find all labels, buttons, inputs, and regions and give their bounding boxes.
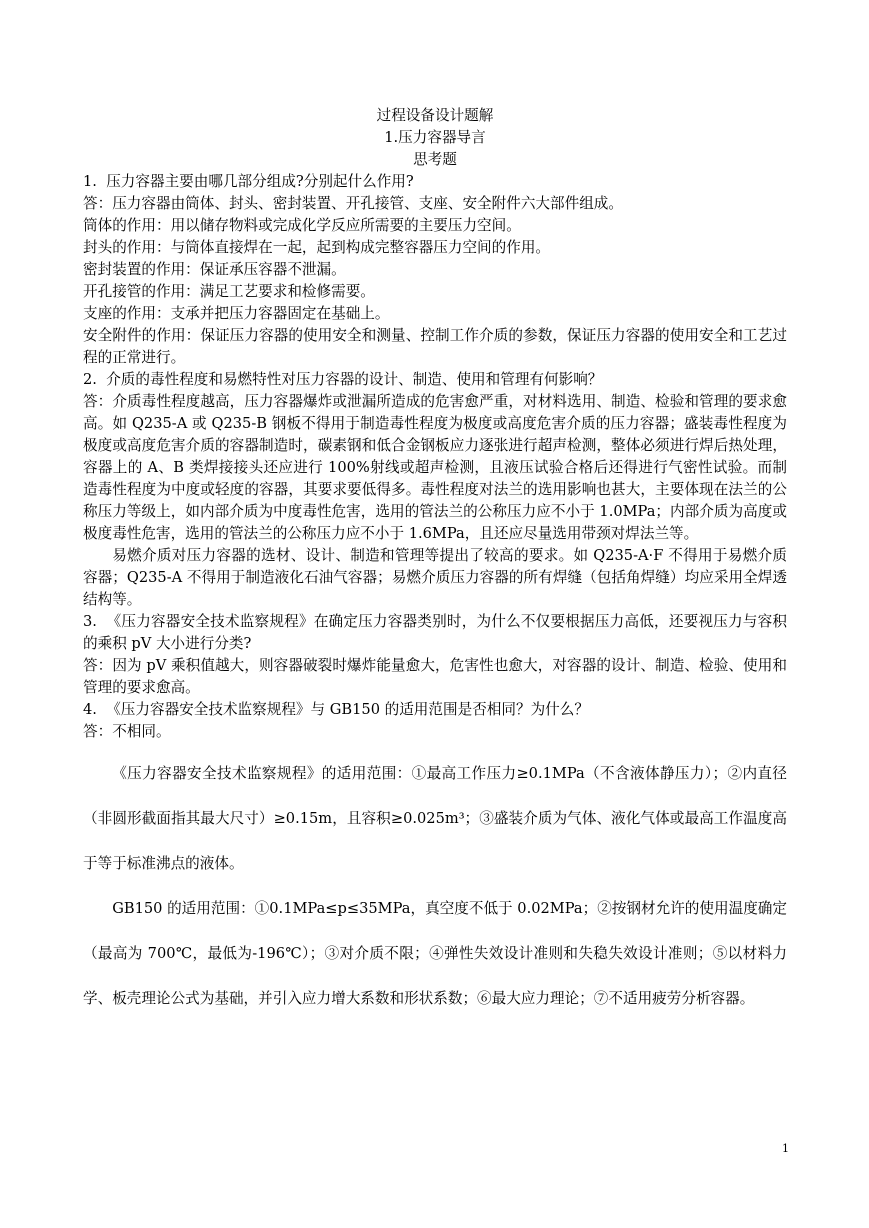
chapter-title: 1.压力容器导言 (384, 129, 486, 146)
question-4: 4. 《压力容器安全技术监察规程》与 GB150 的适用范围是否相同？为什么？ (83, 701, 589, 718)
document-title: 过程设备设计题解 (376, 107, 494, 124)
question-3: 3. 《压力容器安全技术监察规程》在确定压力容器类别时，为什么不仅要根据压力高低，还要视压力与容积的乘积 pV 大小进行分类? (83, 613, 787, 652)
answer-1-head: 封头的作用：与筒体直接焊在一起，起到构成完整容器压力空间的作用。 (83, 239, 551, 256)
question-1: 1. 压力容器主要由哪几部分组成?分别起什么作用? (83, 173, 414, 190)
answer-3: 答：因为 pV 乘积值越大，则容器破裂时爆炸能量愈大，危害性也愈大，对容器的设计、制造、检验、使用和管理的要求愈高。 (83, 657, 787, 696)
answer-1-summary: 答：压力容器由筒体、封头、密封装置、开孔接管、支座、安全附件六大部件组成。 (83, 195, 623, 212)
question-2: 2. 介质的毒性程度和易燃特性对压力容器的设计、制造、使用和管理有何影响？ (83, 371, 603, 388)
answer-1-safety: 安全附件的作用：保证压力容器的使用安全和测量、控制工作介质的参数，保证压力容器的使用安全和工艺过程的正常进行。 (83, 327, 787, 366)
answer-1-seal: 密封装置的作用：保证承压容器不泄漏。 (83, 261, 346, 278)
title-block (83, 105, 787, 171)
gb150-scope: GB150 的适用范围：①0.1MPa≤p≤35MPa，真空度不低于 0.02MPa；②按钢材允许的使用温度确定（最高为 700℃，最低为-196℃）；③对介质不限；④弹性失效设计准则和失稳失效设计准则；⑤以材料力学、板壳理论公式为基础，并引入应力增大系数和形状系数；⑥最大应力理论；⑦不适用疲劳分析容器。 (83, 900, 787, 1007)
answer-1-shell: 筒体的作用：用以储存物料或完成化学反应所需要的主要压力空间。 (83, 217, 521, 234)
regulation-scope: 《压力容器安全技术监察规程》的适用范围：①最高工作压力≥0.1MPa（不含液体静压力）；②内直径（非圆形截面指其最大尺寸）≥0.15m，且容积≥0.025m³；③盛装介质为气体、液化气体或最高工作温度高于等于标准沸点的液体。 (83, 765, 787, 872)
section-title: 思考题 (413, 151, 457, 168)
scope-comparison (83, 751, 787, 1021)
page-number: 1 (782, 1142, 789, 1155)
answer-2-toxicity: 答：介质毒性程度越高，压力容器爆炸或泄漏所造成的危害愈严重，对材料选用、制造、检验和管理的要求愈高。如 Q235-A 或 Q235-B 钢板不得用于制造毒性程度为极度或高度危害介质的压力容器；盛装毒性程度为极度或高度危害介质的容器制造时，碳素钢和低合金钢板应力逐张进行超声检测，整体必须进行焊后热处理，容器上的 A、B 类焊接接头还应进行 100%射线或超声检测，且液压试验合格后还得进行气密性试验。而制造毒性程度为中度或轻度的容器，其要求要低得多。毒性程度对法兰的选用影响也甚大，主要体现在法兰的公称压力等级上，如内部介质为中度毒性危害，选用的管法兰的公称压力应不小于 1.0MPa；内部介质为高度或极度毒性危害，选用的管法兰的公称压力应不小于 1.6MPa，且还应尽量选用带颈对焊法兰等。 (83, 393, 787, 542)
answer-2-flammability: 易燃介质对压力容器的选材、设计、制造和管理等提出了较高的要求。如 Q235-A·F 不得用于易燃介质容器；Q235-A 不得用于制造液化石油气容器；易燃介质压力容器的所有焊缝（包括角焊缝）均应采用全焊透结构等。 (83, 547, 787, 608)
answer-1-nozzle: 开孔接管的作用：满足工艺要求和检修需要。 (83, 283, 375, 300)
answer-1-support: 支座的作用：支承并把压力容器固定在基础上。 (83, 305, 390, 322)
answer-4: 答：不相同。 (83, 723, 171, 740)
page-content (83, 105, 787, 1021)
